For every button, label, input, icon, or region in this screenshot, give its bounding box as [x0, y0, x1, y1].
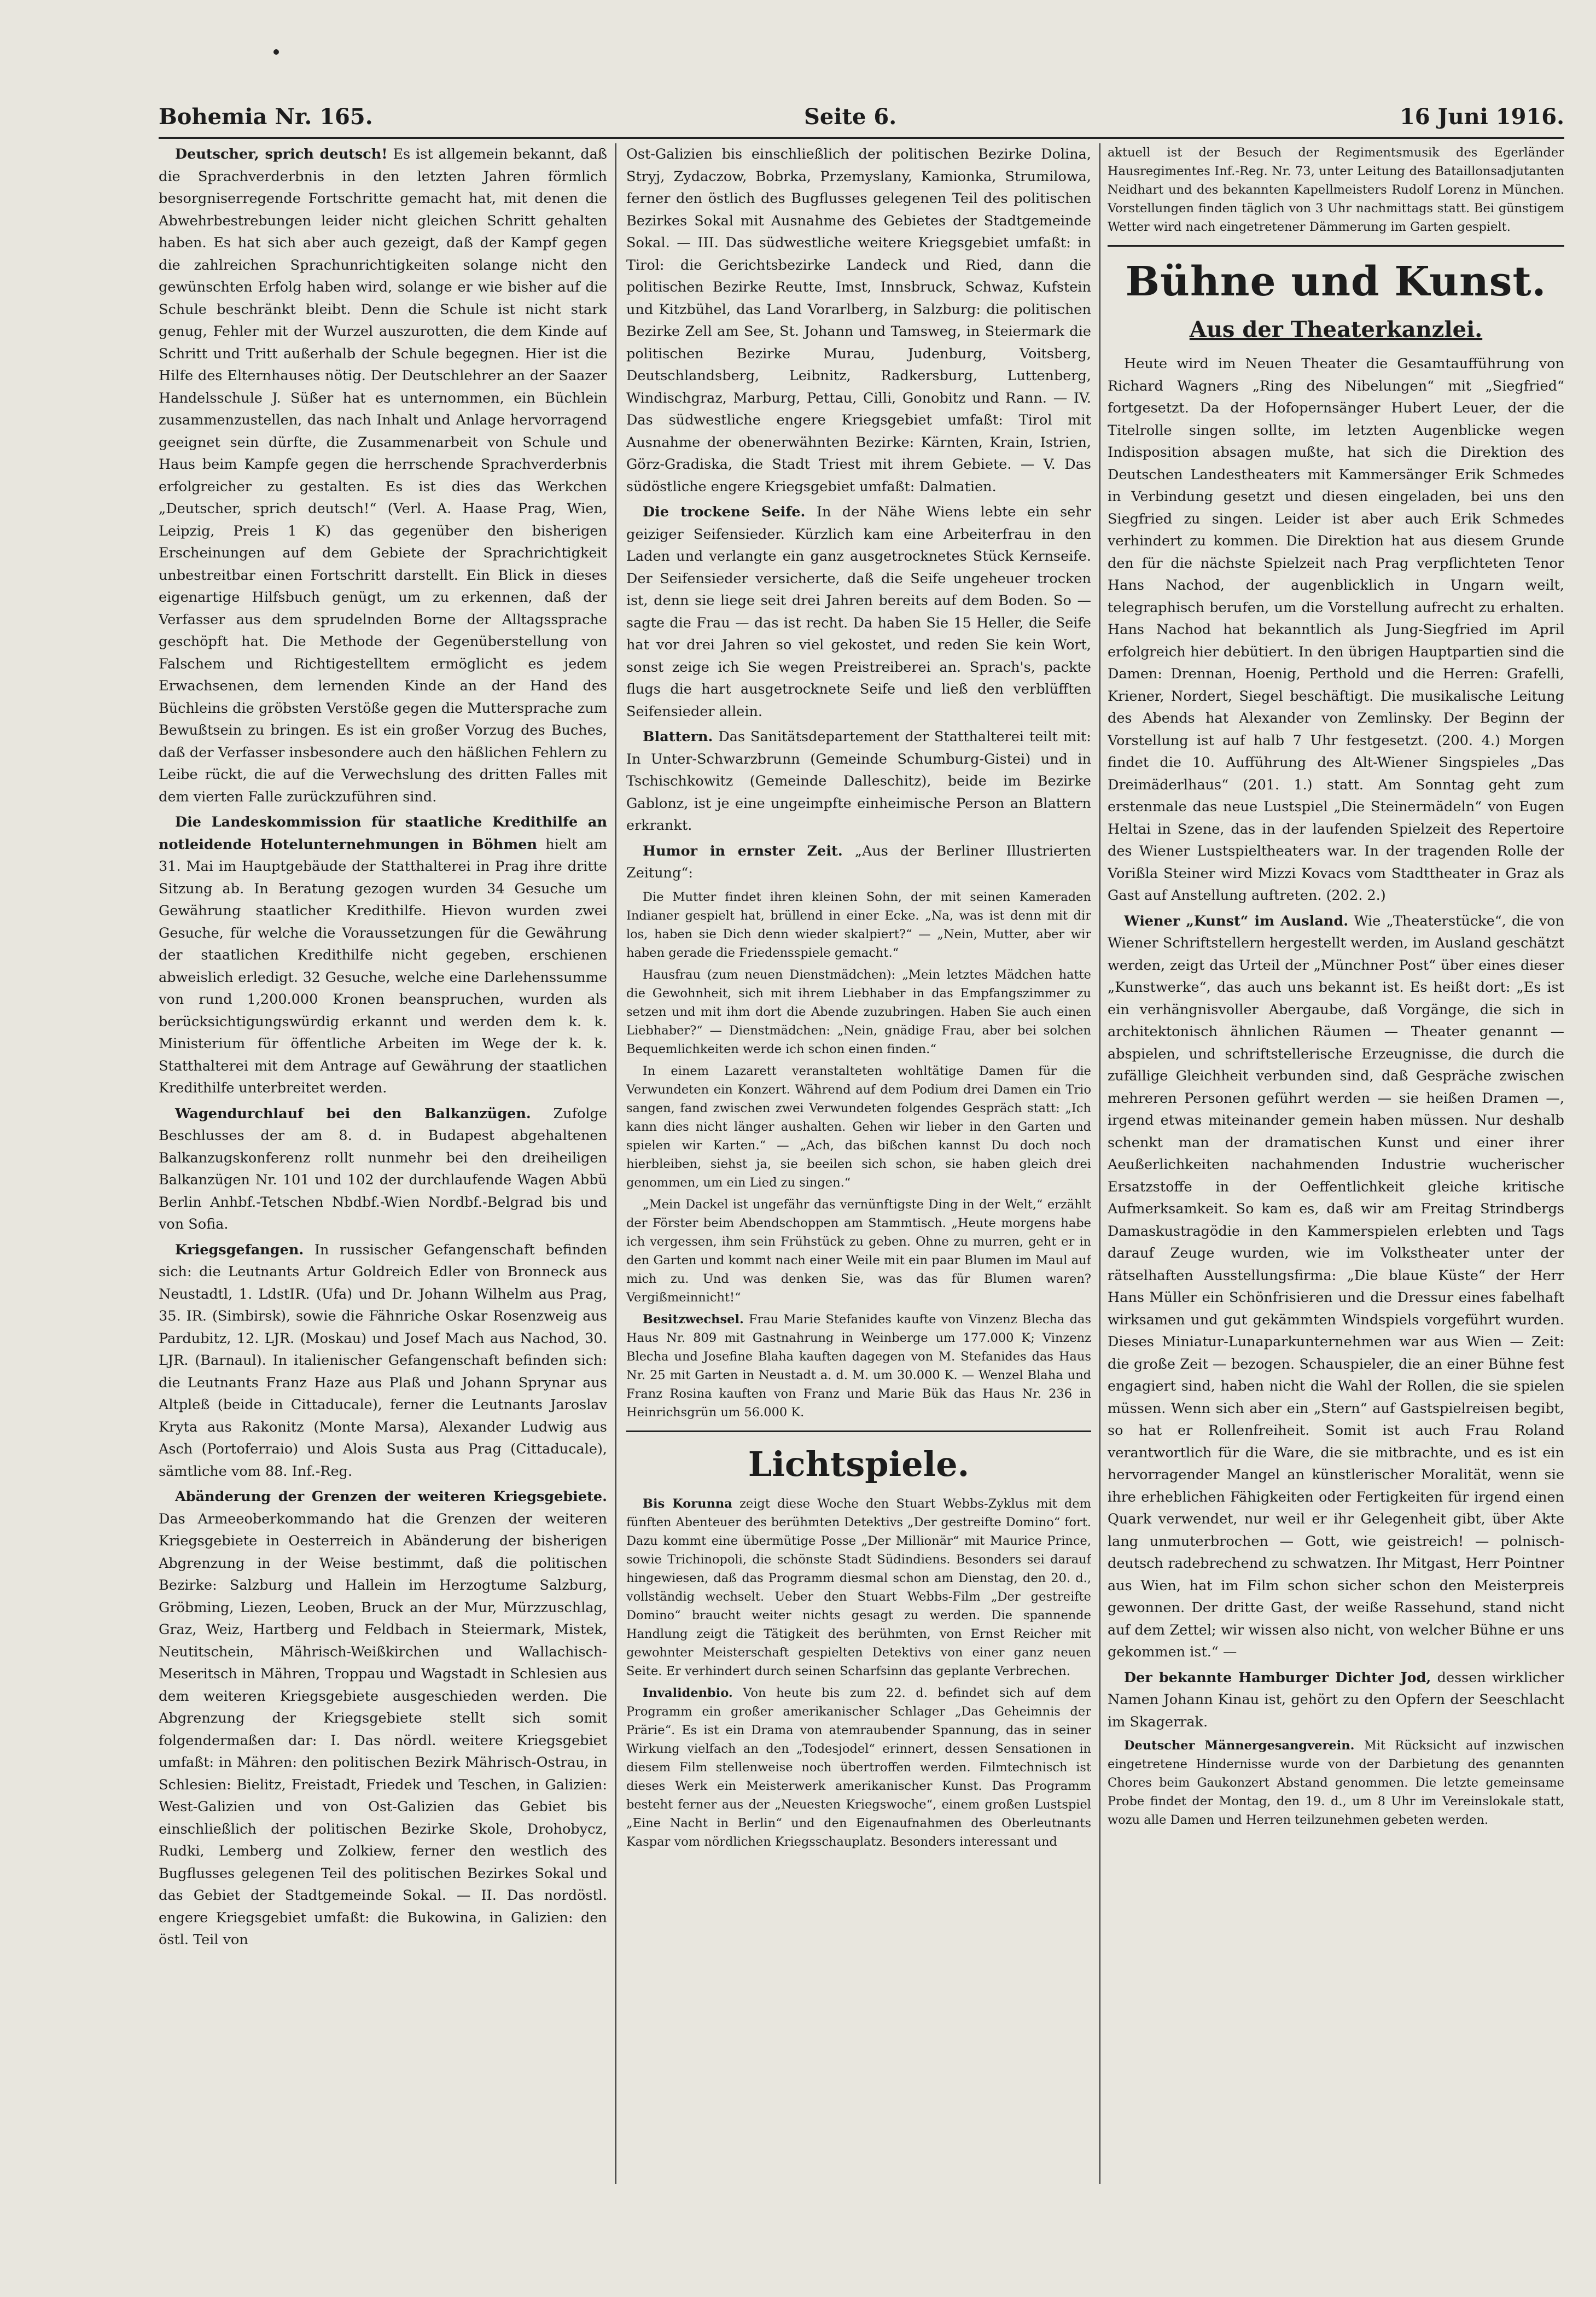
article-keyword: Deutscher Männergesangverein.: [1124, 1738, 1355, 1753]
article-paragraph: [626, 1494, 1091, 1680]
header-page-number: Seite 6.: [804, 104, 897, 130]
column-1: [159, 143, 607, 2178]
section-rule: [626, 1430, 1091, 1432]
article-keyword: Die trockene Seife.: [643, 504, 806, 520]
article-text: Zufolge Beschlusses der am 8. d. in Budapest abgehaltenen Balkanzugskonferenz rollt nunmehr bei den dreiheiligen Balkanzügen Nr. 101 und 102 der durchlaufende Wagen Abbü Berlin Anhbf.-Tetschen Nbdbf.-Wien Nordbf.-Belgrad bis und von Sofia.: [159, 1105, 607, 1232]
header-rule: [159, 137, 1564, 139]
column-2: [626, 143, 1091, 2178]
article-paragraph: [626, 1310, 1091, 1422]
article-paragraph: [1108, 1736, 1564, 1829]
article-keyword: Blattern.: [643, 729, 713, 745]
section-heading: Bühne und Kunst.: [1125, 258, 1547, 305]
article-text: hielt am 31. Mai im Hauptgebäude der Statthalterei in Prag ihre dritte Sitzung ab. In Beratung gezogen wurden 34 Gesuche um Gewährung staatlicher Kredithilfe. Hievon wurden zwei Gesuche, für welche die Voraussetzungen für die Gewährung der staatlichen Kredithilfe nicht gegeben, erschienen abweislich erledigt. 32 Gesuche, welche eine Darlehenssumme von rund 1,200.000 Kronen beanspruchen, wurden als berücksichtigungswürdig erkannt und werden dem k. k. Ministerium für öffentliche Arbeiten im Wege der k. k. Statthalterei mit dem Antrage auf Gewährung der staatlichen Kredithilfe unterbreitet werden.: [159, 836, 607, 1096]
article-keyword: Invalidenbio.: [643, 1685, 733, 1700]
article-paragraph: [159, 1239, 607, 1483]
article-text: Heute wird im Neuen Theater die Gesamtaufführung von Richard Wagners „Ring des Nibelungen“ mit „Siegfried“ fortgesetzt. Da der Hofopernsänger Hubert Leuer, der die Titelrolle singen sollte, im letzten Augenblicke wegen Indisposition absagen mußte, hat sich die Direktion des Deutschen Landestheaters mit Kammersänger Erik Schmedes in Verbindung gesetzt und diesen eingeladen, bei uns den Siegfried zu singen. Leider ist aber auch Erik Schmedes verhindert zu kommen. Die Direktion hat aus diesem Grunde den für die nächste Spielzeit nach Prag verpflichteten Tenor Hans Nachod, der augenblicklich in Ungarn weilt, telegraphisch berufen, um die Vorstellung aufrecht zu erhalten. Hans Nachod hat bekanntlich als Jung-Siegfried im April erfolgreich hier debütiert. In den übrigen Hauptpartien sind die Damen: Drennan, Hoenig, Perthold und die Herren: Grafelli, Kriener, Nordert, Siegel beschäftigt. Die musikalische Leitung des Abends hat Alexander von Zemlinsky. Der Beginn der Vorstellung ist auf halb 7 Uhr festgesetzt. (200. 4.) Morgen findet die 10. Aufführung des Alt-Wiener Singspieles „Das Dreimäderlhaus“ (201. 1.) statt. Am Sonntag geht zum erstenmale das neue Lustspiel „Die Steinermädeln“ von Eugen Heltai in Szene, das in der laufenden Spielzeit des Repertoire des Wiener Lustspieltheaters war. In der tragenden Rolle der Vorißla Steiner wird Mizzi Kovacs vom Stadttheater in Graz als Gast auf Anstellung auftreten. (202. 2.): [1108, 356, 1564, 904]
article-text: Es ist allgemein bekannt, daß die Sprachverderbnis in den letzten Jahren förmlich besorgniserregende Fortschritte gemacht hat, mit denen die Abwehrbestrebungen leider nicht gleichen Schritt gehalten haben. Es hat sich aber auch gezeigt, daß der Kampf gegen die zahlreichen Sprachunrichtigkeiten solange nicht den gewünschten Erfolg haben wird, solange er wie bisher auf die Schule beschränkt bleibt. Denn die Schule ist nicht stark genug, Fehler mit der Wurzel auszurotten, die dem Kinde auf Schritt und Tritt außerhalb der Schule begegnen. Hier ist die Hilfe des Elternhauses nötig. Der Deutschlehrer an der Saazer Handelsschule J. Süßer hat es unternommen, ein Büchlein zusammenzustellen, das nach Inhalt und Anlage hervorragend geeignet sein dürfte, die Zusammenarbeit von Schule und Haus beim Kampfe gegen die herrschende Sprachverderbnis erfolgreicher zu gestalten. Es ist dies das Werkchen „Deutscher, sprich deutsch!“ (Verl. A. Haase Prag, Wien, Leipzig, Preis 1 K) das gegenüber den bisherigen Erscheinungen auf dem Gebiete der Sprachrichtigkeit unbestreitbar einen Fortschritt darstellt. Ein Blick in dieses eigenartige Hilfsbuch genügt, um zu erkennen, daß der Verfasser aus dem sprudelnden Borne der Alltagssprache geschöpft hat. Die Methode der Gegenüberstellung von Falschem und Richtigestelltem ermöglicht es jedem Erwachsenen, dem lernenden Kinde an der Hand des Büchleins die gröbsten Verstöße gegen die Muttersprache zum Bewußtsein zu bringen. Es ist ein großer Vorzug des Buches, daß der Verfasser insbesondere auch den häßlichen Fehlern zu Leibe rückt, die auf die Verwechslung des dritten Falles mit dem vierten Falle zurückzuführen sind.: [159, 146, 607, 805]
article-keyword: Wagendurchlauf bei den Balkanzügen.: [175, 1105, 531, 1122]
article-paragraph: [626, 1195, 1091, 1307]
article-text: Hausfrau (zum neuen Dienstmädchen): „Mein letztes Mädchen hatte die Gewohnheit, sich mit ihrem Liebhaber in das Empfangszimmer zu setzen und mit ihm dort die Abende zuzubringen. Haben Sie auch einen Liebhaber?“ — Dienstmädchen: „Nein, gnädige Frau, aber bei solchen Bequemlichkeiten werde ich schon einen finden.“: [626, 967, 1091, 1056]
article-keyword: Kriegsgefangen.: [175, 1241, 304, 1258]
article-text: Das Sanitätsdepartement der Statthalterei teilt mit: In Unter-Schwarzbrunn (Gemeinde Schumburg-Gistei) und in Tschischkowitz (Gemeinde Dalleschitz), beide im Bezirke Gablonz, ist je eine ungeimpfte einheimische Person an Blattern erkrankt.: [626, 729, 1091, 834]
article-text: zeigt diese Woche den Stuart Webbs-Zyklus mit dem fünften Abenteuer des berühmten Detektivs „Der gestreifte Domino“ fort. Dazu kommt eine übermütige Posse „Der Millionär“ mit Maurice Prince, sowie Trichinopoli, die schönste Stadt Südindiens. Besonders sei darauf hingewiesen, daß das Programm diesmal schon am Dienstag, den 20. d., vollständig wechselt. Ueber den Stuart Webbs-Film „Der gestreifte Domino“ braucht weiter nichts gesagt zu werden. Die spannende Handlung zeigt die Tätigkeit des berühmten, von Ernst Reicher mit gewohnter Meisterschaft gespielten Detektivs von einer ganz neuen Seite. Er verhindert durch seinen Scharfsinn das geplante Verbrechen.: [626, 1496, 1091, 1678]
article-text: „Mein Dackel ist ungefähr das vernünftigste Ding in der Welt,“ erzählt der Förster beim Abendschoppen am Stammtisch. „Heute morgens habe ich vergessen, ihm sein Frühstück zu geben. Ohne zu murren, geht er in den Garten und kommt nach einer Weile mit ein paar Blumen im Maul auf mich zu. Und was denken Sie, was das für Blumen waren? Vergißmeinnicht!“: [626, 1197, 1091, 1305]
article-paragraph: [626, 1062, 1091, 1192]
article-text: In einem Lazarett veranstalteten wohltätige Damen für die Verwundeten ein Konzert. Während auf dem Podium drei Damen ein Trio sangen, fand zwischen zwei Verwundeten folgendes Gespräch statt: „Ich kann dies nicht länger aushalten. Gehen wir lieber in den Garten und spielen wir Karten.“ — „Ach, das bißchen kannst Du doch noch hierbleiben, siehst ja, sie beeilen sich schon, sie haben gleich drei genommen, um ein Lied zu singen.“: [626, 1063, 1091, 1190]
article-keyword: Abänderung der Grenzen der weiteren Kriegsgebiete.: [175, 1488, 607, 1505]
column-rule-1: [615, 143, 616, 2184]
section-heading: Lichtspiele.: [748, 1444, 970, 1484]
article-paragraph: [626, 143, 1091, 498]
article-keyword: Der bekannte Hamburger Dichter Jod,: [1124, 1669, 1431, 1686]
header-issue: Bohemia Nr. 165.: [159, 104, 373, 130]
article-paragraph: [626, 966, 1091, 1059]
article-keyword: Bis Korunna: [643, 1496, 732, 1511]
article-text: Frau Marie Stefanides kaufte von Vinzenz Blecha das Haus Nr. 809 mit Gastnahrung in Weinberge um 177.000 K; Vinzenz Blecha und Josefine Blaha kauften dagegen von M. Stefanides das Haus Nr. 25 mit Garten in Neustadt a. d. M. um 30.000 K. — Wenzel Blaha und Franz Rosina kauften von Franz und Marie Bük das Haus Nr. 236 in Heinrichsgrün um 56.000 K.: [626, 1312, 1091, 1420]
article-text: aktuell ist der Besuch der Regimentsmusik des Egerländer Hausregimentes Inf.-Reg. Nr. 73, unter Leitung des Bataillonsadjutanten Neidhart und des bekannten Kapellmeisters Rudolf Lorenz in München. Vorstellungen finden täglich von 3 Uhr nachmittags statt. Bei günstigem Wetter wird nach eingetretener Dämmerung im Garten gespielt.: [1108, 146, 1564, 234]
article-paragraph: [626, 840, 1091, 885]
section-rule: [1108, 245, 1564, 247]
article-text: Die Mutter findet ihren kleinen Sohn, der mit seinen Kameraden Indianer gespielt hat, brüllend in einer Ecke. „Na, was ist denn mit dir los, haben sie Dich denn wieder skalpiert?“ — „Nein, Mutter, aber wir haben gerade die Friedensspiele gemacht.“: [626, 889, 1091, 960]
article-text: Von heute bis zum 22. d. befindet sich auf dem Programm ein großer amerikanischer Schlager „Das Geheimnis der Prärie“. Es ist ein Drama von atemraubender Spannung, das in seiner Wirkung vielfach an den „Todesjodel“ erinnert, dessen Sensationen in diesem Film stellenweise noch übertroffen werden. Filmtechnisch ist dieses Werk ein Meisterwerk amerikanischer Kunst. Das Programm besteht ferner aus der „Neuesten Kriegswoche“, einem großen Lustspiel „Eine Nacht in Berlin“ und den Eigenaufnahmen des Oberleutnants Kaspar vom nördlichen Kriegsschauplatz. Besonders interessant und: [626, 1685, 1091, 1849]
article-paragraph: [626, 888, 1091, 962]
article-keyword: Besitzwechsel.: [643, 1312, 744, 1327]
article-keyword: Die Landeskommission für staatliche Kredithilfe an notleidende Hotelunternehmungen in Böhmen: [159, 814, 607, 853]
section-subheading: Aus der Theaterkanzlei.: [1189, 317, 1483, 342]
article-paragraph: [159, 1486, 607, 1951]
article-keyword: Humor in ernster Zeit.: [643, 842, 843, 859]
header-date: 16 Juni 1916.: [1399, 104, 1564, 130]
article-paragraph: [159, 143, 607, 808]
article-paragraph: [626, 726, 1091, 837]
article-paragraph: [1108, 1667, 1564, 1734]
article-paragraph: [1108, 910, 1564, 1664]
article-paragraph: [1108, 353, 1564, 907]
article-paragraph: [626, 501, 1091, 723]
article-text: Wie „Theaterstücke“, die von Wiener Schriftstellern hergestellt werden, im Ausland geschätzt werden, zeigt das Urteil der „Münchner Post“ über eines dieser „Kunstwerke“, das auch uns bekannt ist. Es heißt dort: „Es ist ein verhängnisvoller Abergaube, daß Vorgänge, die sich in architektonisch ähnlichen Räumen — Theater genannt — abspielen, und schriftstellerische Erzeugnisse, die durch die zufällige Gleichheit verbunden sind, daß Gespräche zwischen mehreren Personen geführt werden — sie heißen Dramen —, irgend etwas miteinander gemein haben müssen. Nur deshalb schenkt man der dramatischen Kunst und einer ihrer Aeußerlichkeiten nachahmenden Industrie wucherischer Ersatzstoffe in der Oeffentlichkeit gleiche kritische Aufmerksamkeit. So kam es, daß wir am Freitag Strindbergs Damaskustragödie in den Kammerspielen erlebten und Tags darauf Zeuge wurden, wie im Volkstheater unter der rätselhaften Ausstellungsfirma: „Die blaue Küste“ der Herr Hans Müller ein Schönfrisieren und die Dressur eines fabelhaft wirksamen und gut gekämmten Windspiels vorgeführt wurden. Dieses Miniatur-Lunaparkunternehmen war aus Wien — Zeit: die große Zeit — bezogen. Schauspieler, die an einer Bühne fest engagiert sind, haben nicht die Wahl der Rollen, die sie spielen müssen. Wenn sich aber ein „Stern“ auf Gastspielreisen begibt, so hat er Rollenfreiheit. Somit ist auch Frau Roland verantwortlich für die Ware, die sie mitbrachte, und es ist ein hervorragender Mangel an künstlerischer Moralität, wenn sie ihre erheblichen Fähigkeiten oder Fertigkeiten für irgend einen Quark verwendet, nur weil er ihr Gelegenheit gibt, über Akte lang unmuterbrochen — Gott, wie geistreich! — polnisch-deutsch radebrechend zu schwatzen. Ihr Mitgast, Herr Pointner aus Wien, hat im Film schon sicher schon den Meisterpreis gewonnen. Der dritte Gast, der weiße Rassehund, stand nicht auf dem Zettel; wir wissen also nicht, von welcher Bühne er uns gekommen ist.“ —: [1108, 912, 1564, 1660]
column-3: [1108, 143, 1564, 2178]
article-text: In russischer Gefangenschaft befinden sich: die Leutnants Artur Goldreich Edler von Bronneck aus Neustadtl, 1. LdstIR. (Ufa) und Dr. Johann Wilhelm aus Prag, 35. IR. (Simbirsk), sowie die Fähnriche Oskar Rosenzweig aus Pardubitz, 12. LJR. (Moskau) und Josef Mach aus Nachod, 30. LJR. (Barnaul). In italienischer Gefangenschaft befinden sich: die Leutnants Franz Haze aus Plaß und Johann Sprynar aus Altpleß (beide in Cittaducale), ferner die Leutnants Jaroslav Kryta aus Rakonitz (Monte Marsa), Alexander Ludwig aus Asch (Portoferraio) und Alois Susta aus Prag (Cittaducale), sämtliche vom 88. Inf.-Reg.: [159, 1241, 607, 1480]
article-paragraph: [159, 811, 607, 1100]
article-text: In der Nähe Wiens lebte ein sehr geiziger Seifensieder. Kürzlich kam eine Arbeiterfrau in den Laden und verlangte ein ganz ausgetrocknetes Stück Kernseife. Der Seifensieder versicherte, daß die Seife ungeheuer trocken ist, denn sie liege seit drei Jahren bereits auf dem Boden. So — sagte die Frau — das ist recht. Da haben Sie 15 Heller, die Seife hat vor drei Jahren so viel gekostet, und reden Sie kein Wort, sonst zeige ich Sie wegen Preistreiberei an. Sprach's, packte flugs die hart ausgetrocknete Seife und ließ den verblüfften Seifensieder allein.: [626, 504, 1091, 720]
article-text: Das Armeeoberkommando hat die Grenzen der weiteren Kriegsgebiete in Oesterreich in Abänderung der bisherigen Abgrenzung in der Weise bestimmt, daß die politischen Bezirke: Salzburg und Hallein im Herzogtume Salzburg, Gröbming, Liezen, Leoben, Bruck an der Mur, Mürzzuschlag, Graz, Weiz, Hartberg und Feldbach in Steiermark, Mistek, Neutitschein, Mährisch-Weißkirchen und Wallachisch-Meseritsch in Mähren, Troppau und Wagstadt in Schlesien aus dem weiteren Kriegsgebiete ausgeschieden werden. Die Abgrenzung der Kriegsgebiete stellt sich somit folgendermaßen dar: I. Das nördl. weitere Kriegsgebiet umfaßt: in Mähren: den politischen Bezirk Mährisch-Ostrau, in Schlesien: Bielitz, Freistadt, Friedek und Teschen, in Galizien: West-Galizien und von Ost-Galizien das Gebiet bis einschließlich der politischen Bezirke Skole, Drohobycz, Rudki, Lemberg und Zolkiew, ferner den westlich des Bugflusses gelegenen Teil des politischen Bezirkes Sokal und das Gebiet der Stadtgemeinde Sokal. — II. Das nordöstl. engere Kriegsgebiet umfaßt: die Bukowina, in Galizien: den östl. Teil von: [159, 1510, 607, 1948]
article-keyword: Deutscher, sprich deutsch!: [175, 146, 388, 162]
article-paragraph: [159, 1103, 607, 1236]
ink-dot: [273, 49, 279, 55]
article-text: dessen wirklicher Namen Johann Kinau ist, gehört zu den Opfern der Seeschlacht im Skagerrak.: [1108, 1669, 1564, 1730]
article-paragraph: [1108, 143, 1564, 236]
article-keyword: Wiener „Kunst“ im Ausland.: [1124, 912, 1349, 929]
article-paragraph: [626, 1684, 1091, 1851]
article-text: Ost-Galizien bis einschließlich der politischen Bezirke Dolina, Stryj, Zydaczow, Bobrka, Przemyslany, Kamionka, Strumilowa, ferner den östlich des Bugflusses gelegenen Teil des politischen Bezirkes Sokal mit Ausnahme des Gebietes der Stadtgemeinde Sokal. — III. Das südwestliche weitere Kriegsgebiet umfaßt: in Tirol: die Gerichtsbezirke Landeck und Ried, dann die politischen Bezirke Reutte, Imst, Innsbruck, Schwaz, Kufstein und Kitzbühel, das Land Vorarlberg, in Salzburg: die politischen Bezirke Zell am See, St. Johann und Tamsweg, in Steiermark die politischen Bezirke Murau, Judenburg, Voitsberg, Deutschlandsberg, Leibnitz, Radkersburg, Luttenberg, Windischgraz, Marburg, Pettau, Cilli, Gonobitz und Rann. — IV. Das südwestliche engere Kriegsgebiet umfaßt: Tirol mit Ausnahme der obenerwähnten Bezirke: Kärnten, Krain, Istrien, Görz-Gradiska, die Stadt Triest mit ihrem Gebiete. — V. Das südöstliche engere Kriegsgebiet umfaßt: Dalmatien.: [626, 146, 1091, 495]
article-text: Mit Rücksicht auf inzwischen eingetretene Hindernisse wurde von der Darbietung des genannten Chores beim Gaukonzert Abstand genommen. Die letzte gemeinsame Probe findet der Montag, den 19. d., um 8 Uhr im Vereinslokale statt, wozu alle Damen und Herren teilzunehmen gebeten werden.: [1108, 1738, 1564, 1827]
article-text: „Aus der Berliner Illustrierten Zeitung“:: [626, 842, 1091, 881]
column-rule-2: [1099, 143, 1100, 2184]
